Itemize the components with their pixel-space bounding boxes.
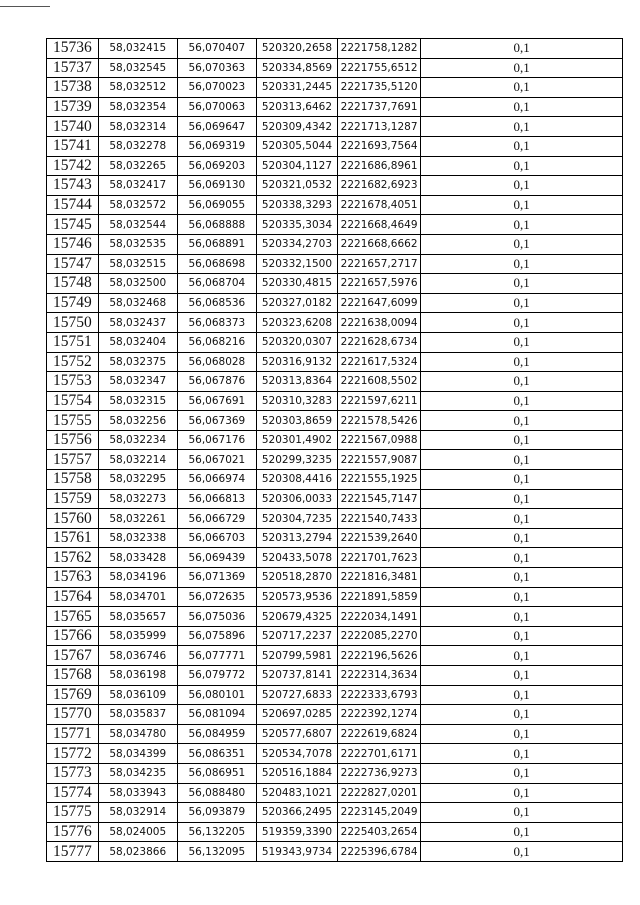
point-number-cell: 15748 (47, 274, 99, 294)
y-coordinate-cell: 2222314,3634 (338, 666, 421, 686)
table-row (47, 724, 623, 744)
x-coordinate-cell: 520338,3293 (256, 195, 337, 215)
latitude-cell: 58,033943 (98, 783, 177, 803)
x-coordinate-cell: 520799,5981 (256, 646, 337, 666)
longitude-cell: 56,132205 (177, 822, 256, 842)
table-row (47, 783, 623, 803)
accuracy-cell: 0,1 (421, 97, 623, 117)
longitude-cell: 56,079772 (177, 666, 256, 686)
table-row (47, 489, 623, 509)
x-coordinate-cell: 520534,7078 (256, 744, 337, 764)
longitude-cell: 56,070023 (177, 78, 256, 98)
point-number-cell: 15744 (47, 195, 99, 215)
accuracy-cell: 0,1 (421, 372, 623, 392)
longitude-cell: 56,067176 (177, 430, 256, 450)
table-row (47, 352, 623, 372)
table-row (47, 587, 623, 607)
longitude-cell: 56,086351 (177, 744, 256, 764)
accuracy-cell: 0,1 (421, 568, 623, 588)
y-coordinate-cell: 2221713,1287 (338, 117, 421, 137)
y-coordinate-cell: 2221539,2640 (338, 528, 421, 548)
accuracy-cell: 0,1 (421, 450, 623, 470)
point-number-cell: 15739 (47, 97, 99, 117)
x-coordinate-cell: 520310,3283 (256, 391, 337, 411)
accuracy-cell: 0,1 (421, 391, 623, 411)
longitude-cell: 56,068704 (177, 274, 256, 294)
longitude-cell: 56,069055 (177, 195, 256, 215)
y-coordinate-cell: 2223145,2049 (338, 803, 421, 823)
table-row (47, 744, 623, 764)
table-row (47, 548, 623, 568)
x-coordinate-cell: 520313,2794 (256, 528, 337, 548)
x-coordinate-cell: 520320,0307 (256, 332, 337, 352)
x-coordinate-cell: 520301,4902 (256, 430, 337, 450)
table-row (47, 568, 623, 588)
table-row (47, 136, 623, 156)
latitude-cell: 58,032314 (98, 117, 177, 137)
x-coordinate-cell: 520433,5078 (256, 548, 337, 568)
longitude-cell: 56,072635 (177, 587, 256, 607)
y-coordinate-cell: 2221545,7147 (338, 489, 421, 509)
longitude-cell: 56,084959 (177, 724, 256, 744)
y-coordinate-cell: 2221608,5502 (338, 372, 421, 392)
latitude-cell: 58,035657 (98, 607, 177, 627)
accuracy-cell: 0,1 (421, 744, 623, 764)
x-coordinate-cell: 520366,2495 (256, 803, 337, 823)
point-number-cell: 15759 (47, 489, 99, 509)
table-row (47, 705, 623, 725)
table-row (47, 411, 623, 431)
y-coordinate-cell: 2222392,1274 (338, 705, 421, 725)
accuracy-cell: 0,1 (421, 470, 623, 490)
latitude-cell: 58,034196 (98, 568, 177, 588)
table-row (47, 39, 623, 59)
point-number-cell: 15747 (47, 254, 99, 274)
y-coordinate-cell: 2221668,4649 (338, 215, 421, 235)
point-number-cell: 15766 (47, 626, 99, 646)
longitude-cell: 56,086951 (177, 763, 256, 783)
point-number-cell: 15763 (47, 568, 99, 588)
accuracy-cell: 0,1 (421, 411, 623, 431)
latitude-cell: 58,032347 (98, 372, 177, 392)
latitude-cell: 58,032278 (98, 136, 177, 156)
x-coordinate-cell: 520320,2658 (256, 39, 337, 59)
point-number-cell: 15764 (47, 587, 99, 607)
y-coordinate-cell: 2222085,2270 (338, 626, 421, 646)
accuracy-cell: 0,1 (421, 156, 623, 176)
accuracy-cell: 0,1 (421, 274, 623, 294)
table-row (47, 666, 623, 686)
page-top-rule (0, 6, 50, 7)
point-number-cell: 15751 (47, 332, 99, 352)
latitude-cell: 58,035837 (98, 705, 177, 725)
accuracy-cell: 0,1 (421, 489, 623, 509)
latitude-cell: 58,032354 (98, 97, 177, 117)
accuracy-cell: 0,1 (421, 587, 623, 607)
point-number-cell: 15760 (47, 509, 99, 529)
x-coordinate-cell: 520313,6462 (256, 97, 337, 117)
longitude-cell: 56,081094 (177, 705, 256, 725)
point-number-cell: 15773 (47, 763, 99, 783)
x-coordinate-cell: 519359,3390 (256, 822, 337, 842)
x-coordinate-cell: 520306,0033 (256, 489, 337, 509)
latitude-cell: 58,032256 (98, 411, 177, 431)
coordinates-table (46, 38, 623, 862)
y-coordinate-cell: 2222333,6793 (338, 685, 421, 705)
table-row (47, 97, 623, 117)
table-row (47, 646, 623, 666)
y-coordinate-cell: 2221686,8961 (338, 156, 421, 176)
accuracy-cell: 0,1 (421, 685, 623, 705)
y-coordinate-cell: 2225403,2654 (338, 822, 421, 842)
table-row (47, 528, 623, 548)
y-coordinate-cell: 2221555,1925 (338, 470, 421, 490)
point-number-cell: 15765 (47, 607, 99, 627)
latitude-cell: 58,032261 (98, 509, 177, 529)
table-row (47, 176, 623, 196)
y-coordinate-cell: 2222736,9273 (338, 763, 421, 783)
point-number-cell: 15775 (47, 803, 99, 823)
table-row (47, 293, 623, 313)
x-coordinate-cell: 520679,4325 (256, 607, 337, 627)
accuracy-cell: 0,1 (421, 822, 623, 842)
accuracy-cell: 0,1 (421, 332, 623, 352)
accuracy-cell: 0,1 (421, 763, 623, 783)
longitude-cell: 56,069439 (177, 548, 256, 568)
table-row (47, 117, 623, 137)
accuracy-cell: 0,1 (421, 528, 623, 548)
longitude-cell: 56,066974 (177, 470, 256, 490)
latitude-cell: 58,032404 (98, 332, 177, 352)
table-row (47, 822, 623, 842)
x-coordinate-cell: 520727,6833 (256, 685, 337, 705)
accuracy-cell: 0,1 (421, 39, 623, 59)
longitude-cell: 56,070063 (177, 97, 256, 117)
latitude-cell: 58,032500 (98, 274, 177, 294)
point-number-cell: 15742 (47, 156, 99, 176)
x-coordinate-cell: 520321,0532 (256, 176, 337, 196)
y-coordinate-cell: 2221638,0094 (338, 313, 421, 333)
longitude-cell: 56,069130 (177, 176, 256, 196)
longitude-cell: 56,071369 (177, 568, 256, 588)
latitude-cell: 58,032234 (98, 430, 177, 450)
accuracy-cell: 0,1 (421, 176, 623, 196)
y-coordinate-cell: 2221647,6099 (338, 293, 421, 313)
point-number-cell: 15752 (47, 352, 99, 372)
accuracy-cell: 0,1 (421, 215, 623, 235)
table-row (47, 685, 623, 705)
point-number-cell: 15761 (47, 528, 99, 548)
accuracy-cell: 0,1 (421, 705, 623, 725)
table-row (47, 195, 623, 215)
y-coordinate-cell: 2221693,7564 (338, 136, 421, 156)
accuracy-cell: 0,1 (421, 666, 623, 686)
longitude-cell: 56,066703 (177, 528, 256, 548)
longitude-cell: 56,093879 (177, 803, 256, 823)
latitude-cell: 58,034780 (98, 724, 177, 744)
x-coordinate-cell: 520518,2870 (256, 568, 337, 588)
accuracy-cell: 0,1 (421, 117, 623, 137)
latitude-cell: 58,032914 (98, 803, 177, 823)
y-coordinate-cell: 2221597,6211 (338, 391, 421, 411)
x-coordinate-cell: 520308,4416 (256, 470, 337, 490)
x-coordinate-cell: 520334,2703 (256, 234, 337, 254)
point-number-cell: 15743 (47, 176, 99, 196)
accuracy-cell: 0,1 (421, 646, 623, 666)
table-row (47, 450, 623, 470)
accuracy-cell: 0,1 (421, 430, 623, 450)
x-coordinate-cell: 520323,6208 (256, 313, 337, 333)
x-coordinate-cell: 520717,2237 (256, 626, 337, 646)
x-coordinate-cell: 520573,9536 (256, 587, 337, 607)
point-number-cell: 15753 (47, 372, 99, 392)
x-coordinate-cell: 520697,0285 (256, 705, 337, 725)
latitude-cell: 58,032572 (98, 195, 177, 215)
longitude-cell: 56,080101 (177, 685, 256, 705)
point-number-cell: 15762 (47, 548, 99, 568)
y-coordinate-cell: 2222034,1491 (338, 607, 421, 627)
longitude-cell: 56,068891 (177, 234, 256, 254)
latitude-cell: 58,023866 (98, 842, 177, 862)
table-row (47, 430, 623, 450)
latitude-cell: 58,032515 (98, 254, 177, 274)
point-number-cell: 15741 (47, 136, 99, 156)
longitude-cell: 56,067876 (177, 372, 256, 392)
table-row (47, 391, 623, 411)
point-number-cell: 15771 (47, 724, 99, 744)
table-row (47, 470, 623, 490)
y-coordinate-cell: 2221758,1282 (338, 39, 421, 59)
y-coordinate-cell: 2221682,6923 (338, 176, 421, 196)
longitude-cell: 56,077771 (177, 646, 256, 666)
y-coordinate-cell: 2221816,3481 (338, 568, 421, 588)
table-row (47, 234, 623, 254)
table-row (47, 58, 623, 78)
y-coordinate-cell: 2221557,9087 (338, 450, 421, 470)
point-number-cell: 15736 (47, 39, 99, 59)
x-coordinate-cell: 520330,4815 (256, 274, 337, 294)
latitude-cell: 58,032338 (98, 528, 177, 548)
accuracy-cell: 0,1 (421, 293, 623, 313)
latitude-cell: 58,032214 (98, 450, 177, 470)
accuracy-cell: 0,1 (421, 509, 623, 529)
longitude-cell: 56,068536 (177, 293, 256, 313)
latitude-cell: 58,032295 (98, 470, 177, 490)
latitude-cell: 58,032417 (98, 176, 177, 196)
longitude-cell: 56,070363 (177, 58, 256, 78)
point-number-cell: 15737 (47, 58, 99, 78)
latitude-cell: 58,034701 (98, 587, 177, 607)
x-coordinate-cell: 520327,0182 (256, 293, 337, 313)
latitude-cell: 58,032315 (98, 391, 177, 411)
longitude-cell: 56,068373 (177, 313, 256, 333)
x-coordinate-cell: 520332,1500 (256, 254, 337, 274)
y-coordinate-cell: 2221735,5120 (338, 78, 421, 98)
latitude-cell: 58,024005 (98, 822, 177, 842)
y-coordinate-cell: 2222619,6824 (338, 724, 421, 744)
accuracy-cell: 0,1 (421, 842, 623, 862)
x-coordinate-cell: 520483,1021 (256, 783, 337, 803)
latitude-cell: 58,032535 (98, 234, 177, 254)
y-coordinate-cell: 2221891,5859 (338, 587, 421, 607)
latitude-cell: 58,032415 (98, 39, 177, 59)
x-coordinate-cell: 520304,1127 (256, 156, 337, 176)
longitude-cell: 56,068888 (177, 215, 256, 235)
point-number-cell: 15772 (47, 744, 99, 764)
y-coordinate-cell: 2221578,5426 (338, 411, 421, 431)
accuracy-cell: 0,1 (421, 548, 623, 568)
longitude-cell: 56,068216 (177, 332, 256, 352)
latitude-cell: 58,034235 (98, 763, 177, 783)
latitude-cell: 58,036198 (98, 666, 177, 686)
latitude-cell: 58,035999 (98, 626, 177, 646)
longitude-cell: 56,069319 (177, 136, 256, 156)
longitude-cell: 56,070407 (177, 39, 256, 59)
latitude-cell: 58,032468 (98, 293, 177, 313)
latitude-cell: 58,033428 (98, 548, 177, 568)
point-number-cell: 15774 (47, 783, 99, 803)
longitude-cell: 56,075036 (177, 607, 256, 627)
x-coordinate-cell: 520309,4342 (256, 117, 337, 137)
x-coordinate-cell: 520313,8364 (256, 372, 337, 392)
point-number-cell: 15749 (47, 293, 99, 313)
y-coordinate-cell: 2222827,0201 (338, 783, 421, 803)
point-number-cell: 15746 (47, 234, 99, 254)
accuracy-cell: 0,1 (421, 195, 623, 215)
table-row (47, 509, 623, 529)
x-coordinate-cell: 520737,8141 (256, 666, 337, 686)
point-number-cell: 15767 (47, 646, 99, 666)
coordinates-table-body (47, 39, 623, 862)
latitude-cell: 58,032265 (98, 156, 177, 176)
table-row (47, 372, 623, 392)
latitude-cell: 58,032512 (98, 78, 177, 98)
x-coordinate-cell: 520316,9132 (256, 352, 337, 372)
table-row (47, 803, 623, 823)
longitude-cell: 56,088480 (177, 783, 256, 803)
accuracy-cell: 0,1 (421, 78, 623, 98)
table-row (47, 332, 623, 352)
x-coordinate-cell: 520299,3235 (256, 450, 337, 470)
longitude-cell: 56,068028 (177, 352, 256, 372)
x-coordinate-cell: 520577,6807 (256, 724, 337, 744)
point-number-cell: 15738 (47, 78, 99, 98)
latitude-cell: 58,032437 (98, 313, 177, 333)
table-row (47, 763, 623, 783)
point-number-cell: 15745 (47, 215, 99, 235)
y-coordinate-cell: 2221628,6734 (338, 332, 421, 352)
table-row (47, 607, 623, 627)
y-coordinate-cell: 2221617,5324 (338, 352, 421, 372)
accuracy-cell: 0,1 (421, 783, 623, 803)
longitude-cell: 56,066729 (177, 509, 256, 529)
y-coordinate-cell: 2221657,2717 (338, 254, 421, 274)
table-row (47, 274, 623, 294)
point-number-cell: 15769 (47, 685, 99, 705)
x-coordinate-cell: 520335,3034 (256, 215, 337, 235)
table-row (47, 626, 623, 646)
y-coordinate-cell: 2221567,0988 (338, 430, 421, 450)
x-coordinate-cell: 519343,9734 (256, 842, 337, 862)
y-coordinate-cell: 2225396,6784 (338, 842, 421, 862)
y-coordinate-cell: 2221737,7691 (338, 97, 421, 117)
longitude-cell: 56,067021 (177, 450, 256, 470)
latitude-cell: 58,034399 (98, 744, 177, 764)
point-number-cell: 15740 (47, 117, 99, 137)
longitude-cell: 56,075896 (177, 626, 256, 646)
x-coordinate-cell: 520516,1884 (256, 763, 337, 783)
latitude-cell: 58,032273 (98, 489, 177, 509)
table-row (47, 254, 623, 274)
table-row (47, 842, 623, 862)
longitude-cell: 56,067369 (177, 411, 256, 431)
accuracy-cell: 0,1 (421, 234, 623, 254)
point-number-cell: 15768 (47, 666, 99, 686)
point-number-cell: 15770 (47, 705, 99, 725)
longitude-cell: 56,066813 (177, 489, 256, 509)
y-coordinate-cell: 2221755,6512 (338, 58, 421, 78)
y-coordinate-cell: 2221668,6662 (338, 234, 421, 254)
x-coordinate-cell: 520334,8569 (256, 58, 337, 78)
y-coordinate-cell: 2221678,4051 (338, 195, 421, 215)
point-number-cell: 15776 (47, 822, 99, 842)
point-number-cell: 15777 (47, 842, 99, 862)
point-number-cell: 15754 (47, 391, 99, 411)
y-coordinate-cell: 2221540,7433 (338, 509, 421, 529)
latitude-cell: 58,032375 (98, 352, 177, 372)
point-number-cell: 15758 (47, 470, 99, 490)
accuracy-cell: 0,1 (421, 724, 623, 744)
latitude-cell: 58,036746 (98, 646, 177, 666)
table-row (47, 215, 623, 235)
point-number-cell: 15756 (47, 430, 99, 450)
point-number-cell: 15755 (47, 411, 99, 431)
accuracy-cell: 0,1 (421, 626, 623, 646)
x-coordinate-cell: 520303,8659 (256, 411, 337, 431)
longitude-cell: 56,069203 (177, 156, 256, 176)
accuracy-cell: 0,1 (421, 58, 623, 78)
y-coordinate-cell: 2221657,5976 (338, 274, 421, 294)
y-coordinate-cell: 2222701,6171 (338, 744, 421, 764)
latitude-cell: 58,032545 (98, 58, 177, 78)
longitude-cell: 56,067691 (177, 391, 256, 411)
table-row (47, 156, 623, 176)
point-number-cell: 15750 (47, 313, 99, 333)
y-coordinate-cell: 2221701,7623 (338, 548, 421, 568)
accuracy-cell: 0,1 (421, 352, 623, 372)
longitude-cell: 56,069647 (177, 117, 256, 137)
accuracy-cell: 0,1 (421, 136, 623, 156)
accuracy-cell: 0,1 (421, 607, 623, 627)
accuracy-cell: 0,1 (421, 254, 623, 274)
table-row (47, 313, 623, 333)
x-coordinate-cell: 520305,5044 (256, 136, 337, 156)
point-number-cell: 15757 (47, 450, 99, 470)
longitude-cell: 56,132095 (177, 842, 256, 862)
y-coordinate-cell: 2222196,5626 (338, 646, 421, 666)
table-row (47, 78, 623, 98)
x-coordinate-cell: 520304,7235 (256, 509, 337, 529)
accuracy-cell: 0,1 (421, 803, 623, 823)
x-coordinate-cell: 520331,2445 (256, 78, 337, 98)
latitude-cell: 58,032544 (98, 215, 177, 235)
accuracy-cell: 0,1 (421, 313, 623, 333)
longitude-cell: 56,068698 (177, 254, 256, 274)
latitude-cell: 58,036109 (98, 685, 177, 705)
